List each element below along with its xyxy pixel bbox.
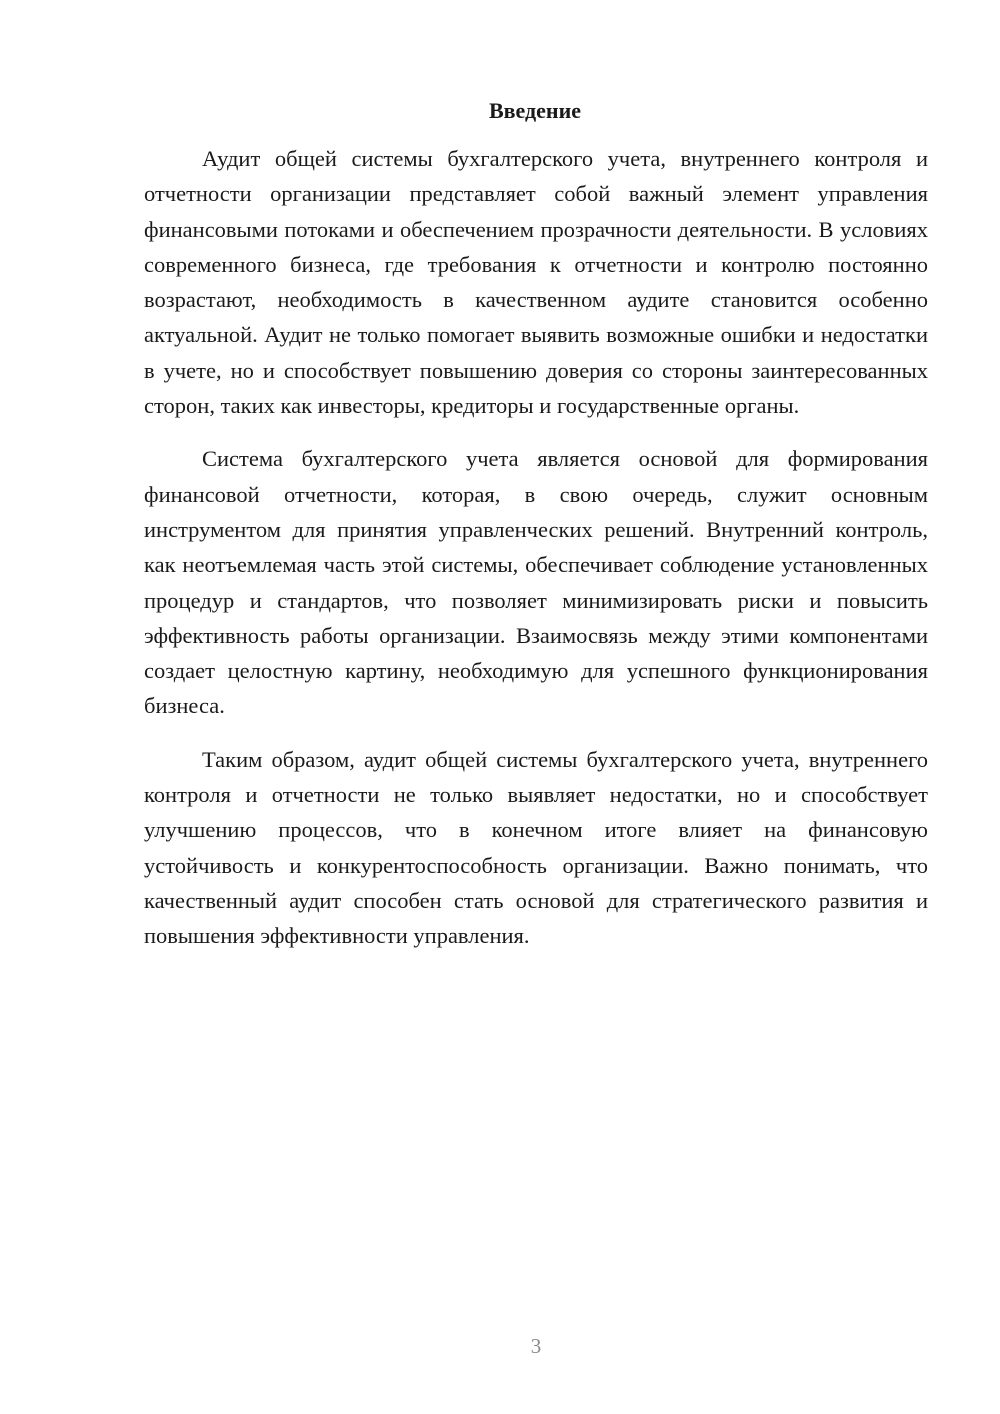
paragraph-3: Таким образом, аудит общей системы бухгалтерского учета, внутреннего контроля и отчетности не только выявляет недостатки, но и способствует улучшению процессов, что в конечном итоге влияет на финансовую устойчивость и конкурентоспособность организации. Важно понимать, что качественный аудит способен стать основой для стратегического развития и повышения эффективности управления. bbox=[144, 746, 928, 949]
body-text bbox=[144, 141, 928, 972]
section-title: Введение bbox=[488, 98, 582, 123]
paragraph-1: Аудит общей системы бухгалтерского учета, внутреннего контроля и отчетности организации представляет собой важный элемент управления финансовыми потоками и обеспечением прозрачности деятельности. В условиях современного бизнеса, где требования к отчетности и контролю постоянно возрастают, необходимость в качественном аудите становится особенно актуальной. Аудит не только помогает выявить возможные ошибки и недостатки в учете, но и способствует повышению доверия со стороны заинтересованных сторон, таких как инвесторы, кредиторы и государственные органы. bbox=[144, 146, 928, 419]
page-number: 3 bbox=[530, 1334, 542, 1358]
paragraph-2: Система бухгалтерского учета является основой для формирования финансовой отчетности, которая, в свою очередь, служит основным инструментом для принятия управленческих решений. Внутренний контроль, как неотъемлемая часть этой системы, обеспечивает соблюдение установленных процедур и стандартов, что позволяет минимизировать риски и повысить эффективность работы организации. Взаимосвязь между этими компонентами создает целостную картину, необходимую для успешного функционирования бизнеса. bbox=[144, 446, 928, 719]
